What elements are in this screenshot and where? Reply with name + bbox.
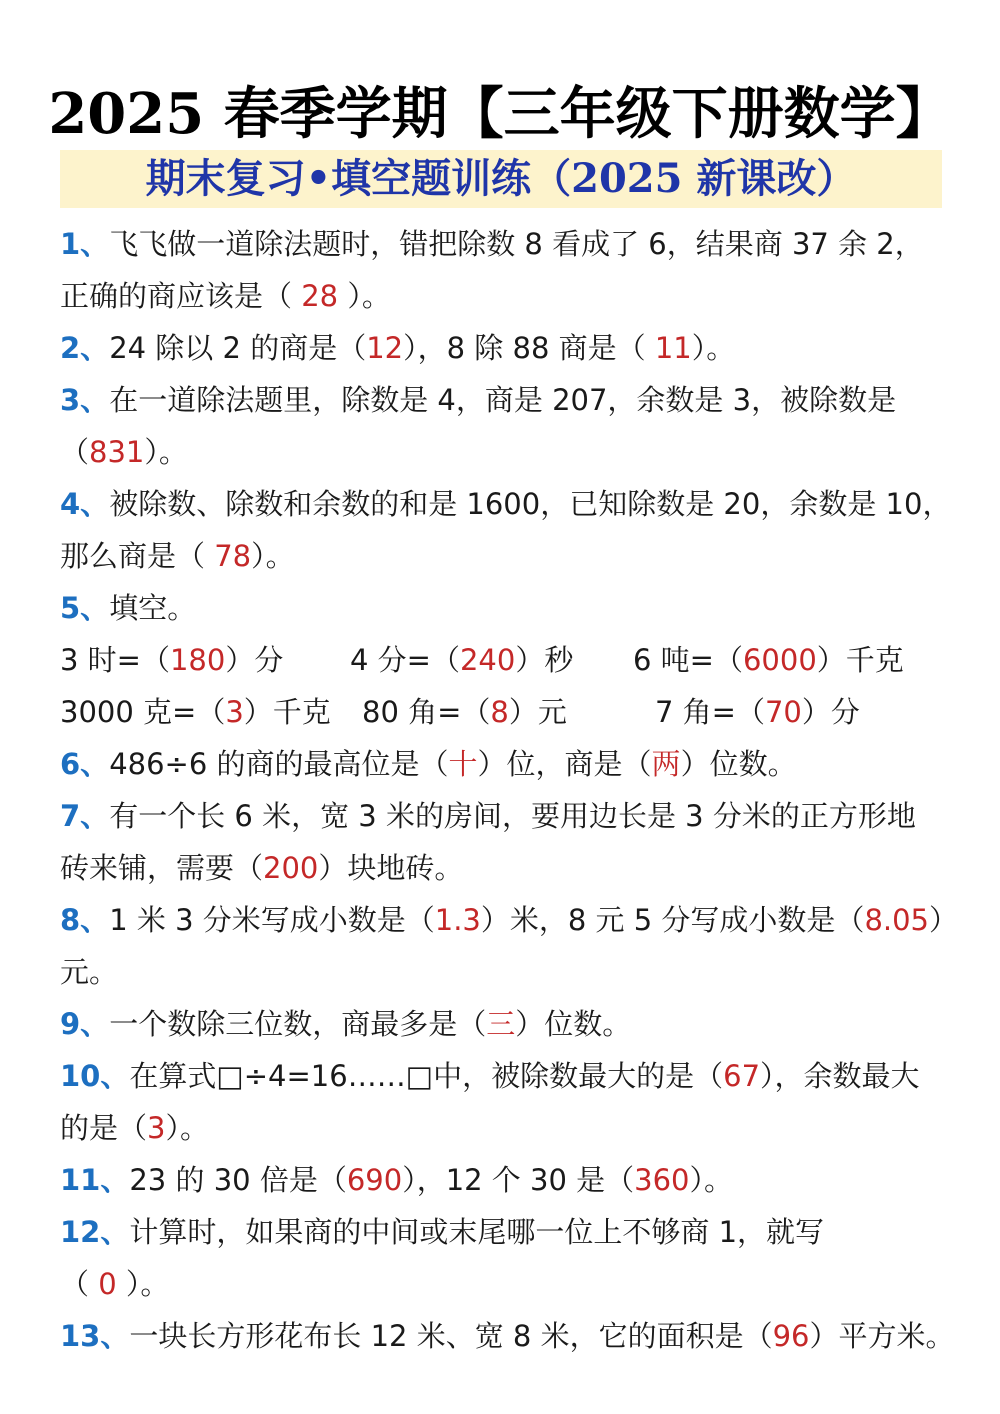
question-number: 11、 [60,1163,130,1197]
answer: 1.3 [434,903,481,937]
answer: 96 [772,1319,810,1353]
question-line [60,1258,950,1310]
question-item [60,894,959,998]
question-text: ）千克 [816,643,904,677]
question-item [60,1050,950,1154]
question-text: 元。 [60,955,119,989]
question-item [60,322,950,374]
question-number: 1、 [60,227,110,261]
question-number: 9、 [60,1007,110,1041]
unit-conversion-row [60,634,950,686]
question-line [60,946,950,998]
question-line [60,426,950,478]
question-line [60,1050,950,1102]
question-number: 4、 [60,487,110,521]
question-text: ）。 [116,1267,170,1301]
question-text: ）位数。 [515,1007,632,1041]
answer: 70 [764,695,802,729]
question-text: ）千克 [243,695,331,729]
question-number: 10、 [60,1059,130,1093]
answer: 十 [448,747,478,781]
question-text: 的是（ [60,1111,148,1145]
question-text: 6 吨=（ [633,643,743,677]
question-text: ），8 除 88 商是（ [403,331,655,365]
answer: 0 [98,1267,117,1301]
question-text: （ [60,1267,99,1301]
answer: 831 [89,435,145,469]
question-text: ）分 [225,643,284,677]
question-text: ）位，商是（ [477,747,652,781]
answer: 67 [723,1059,761,1093]
unit-conversion-item [60,634,283,686]
question-text: ），12 个 30 是（ [402,1163,635,1197]
answer: 200 [263,851,319,885]
page-subtitle: 期末复习•填空题训练（2025 新课改） [145,155,857,202]
question-text: 80 角=（ [362,695,491,729]
unit-conversion-item [633,634,904,686]
answer: 360 [634,1163,690,1197]
question-line [60,218,950,270]
question-text: 23 的 30 倍是（ [129,1163,347,1197]
answer: 8 [490,695,509,729]
question-line [60,1102,950,1154]
answer: 12 [366,331,404,365]
question-text: 24 除以 2 的商是（ [109,331,367,365]
question-text: ）。 [338,279,391,313]
question-item [60,374,950,478]
question-number: 3、 [60,383,110,417]
answer: 3 [147,1111,166,1145]
question-text: 在一道除法题里，除数是 4，商是 207，余数是 3，被除数是 [109,383,897,417]
question-text: 正确的商应该是（ [60,279,302,313]
question-item [60,1154,950,1206]
question-item [60,998,950,1050]
unit-conversion-item [655,686,860,738]
page-title: 2025 春季学期【三年级下册数学】 [48,81,952,147]
unit-conversion-item [350,634,573,686]
question-text: 那么商是（ [60,539,215,573]
question-text: 飞飞做一道除法题时，错把除数 8 看成了 6，结果商 37 余 2， [109,227,924,261]
unit-conversion-item [362,686,567,738]
question-text: 3 时=（ [60,643,170,677]
question-text: ）分 [801,695,860,729]
question-line [60,842,950,894]
question-text: 计算时，如果商的中间或末尾哪一位上不够商 1，就写 [129,1215,825,1249]
question-item [60,790,950,894]
question-number: 2、 [60,331,110,365]
question-line [60,270,950,322]
question-text: 被除数、除数和余数的和是 1600，已知除数是 20，余数是 10， [109,487,952,521]
question-item [60,582,950,634]
question-item [60,738,950,790]
question-text: ）元 [508,695,567,729]
question-text: ）平方米。 [809,1319,955,1353]
answer: 11 [654,331,692,365]
question-text: ） [929,903,959,937]
question-text: 4 分=（ [350,643,460,677]
answer: 78 [214,539,252,573]
question-text: ）。 [165,1111,209,1145]
answer: 三 [486,1007,516,1041]
question-text: 砖来铺，需要（ [60,851,264,885]
question-line [60,1310,955,1362]
question-item [60,478,950,582]
answer: 8.05 [864,903,930,937]
question-text: 一个数除三位数，商最多是（ [109,1007,487,1041]
question-text: ）。 [689,1163,734,1197]
question-text: 在算式□÷4=16……□中，被除数最大的是（ [129,1059,724,1093]
question-item [60,218,950,322]
question-number: 7、 [60,799,110,833]
question-list [60,218,959,1362]
answer: 两 [651,747,681,781]
question-line [60,738,950,790]
question-text: 3000 克=（ [60,695,226,729]
answer: 28 [301,279,339,313]
question-text: ）块地砖。 [318,851,464,885]
question-number: 12、 [60,1215,130,1249]
answer: 240 [459,643,516,677]
question-text: ）米，8 元 5 分写成小数是（ [480,903,865,937]
question-number: 13、 [60,1319,130,1353]
question-number: 6、 [60,747,110,781]
question-text: ）。 [691,331,736,365]
question-item [60,1310,955,1362]
question-text: ）。 [144,435,188,469]
question-line [60,478,950,530]
question-line [60,894,959,946]
question-number: 5、 [60,591,110,625]
unit-conversion-item [60,686,331,738]
answer: 180 [169,643,226,677]
question-text: 7 角=（ [655,695,765,729]
question-text: 486÷6 的商的最高位是（ [109,747,449,781]
question-line [60,374,950,426]
question-text: ），余数最大 [760,1059,920,1093]
answer: 690 [346,1163,403,1197]
question-text: ）位数。 [680,747,797,781]
question-line [60,998,950,1050]
answer: 3 [225,695,244,729]
question-text: ）。 [251,539,295,573]
question-text: 1 米 3 分米写成小数是（ [109,903,435,937]
question-line [60,582,950,634]
question-text: （ [60,435,90,469]
answer: 6000 [742,643,817,677]
question-text: ）秒 [515,643,574,677]
question-text: 填空。 [109,591,197,625]
question-line [60,322,950,374]
unit-conversion-row [60,686,950,738]
question-line [60,530,950,582]
question-line [60,1154,950,1206]
question-line [60,1206,950,1258]
question-item [60,1206,950,1310]
question-text: 一块长方形花布长 12 米、宽 8 米，它的面积是（ [129,1319,773,1353]
question-line [60,790,950,842]
question-number: 8、 [60,903,110,937]
question-text: 有一个长 6 米，宽 3 米的房间，要用边长是 3 分米的正方形地 [109,799,916,833]
